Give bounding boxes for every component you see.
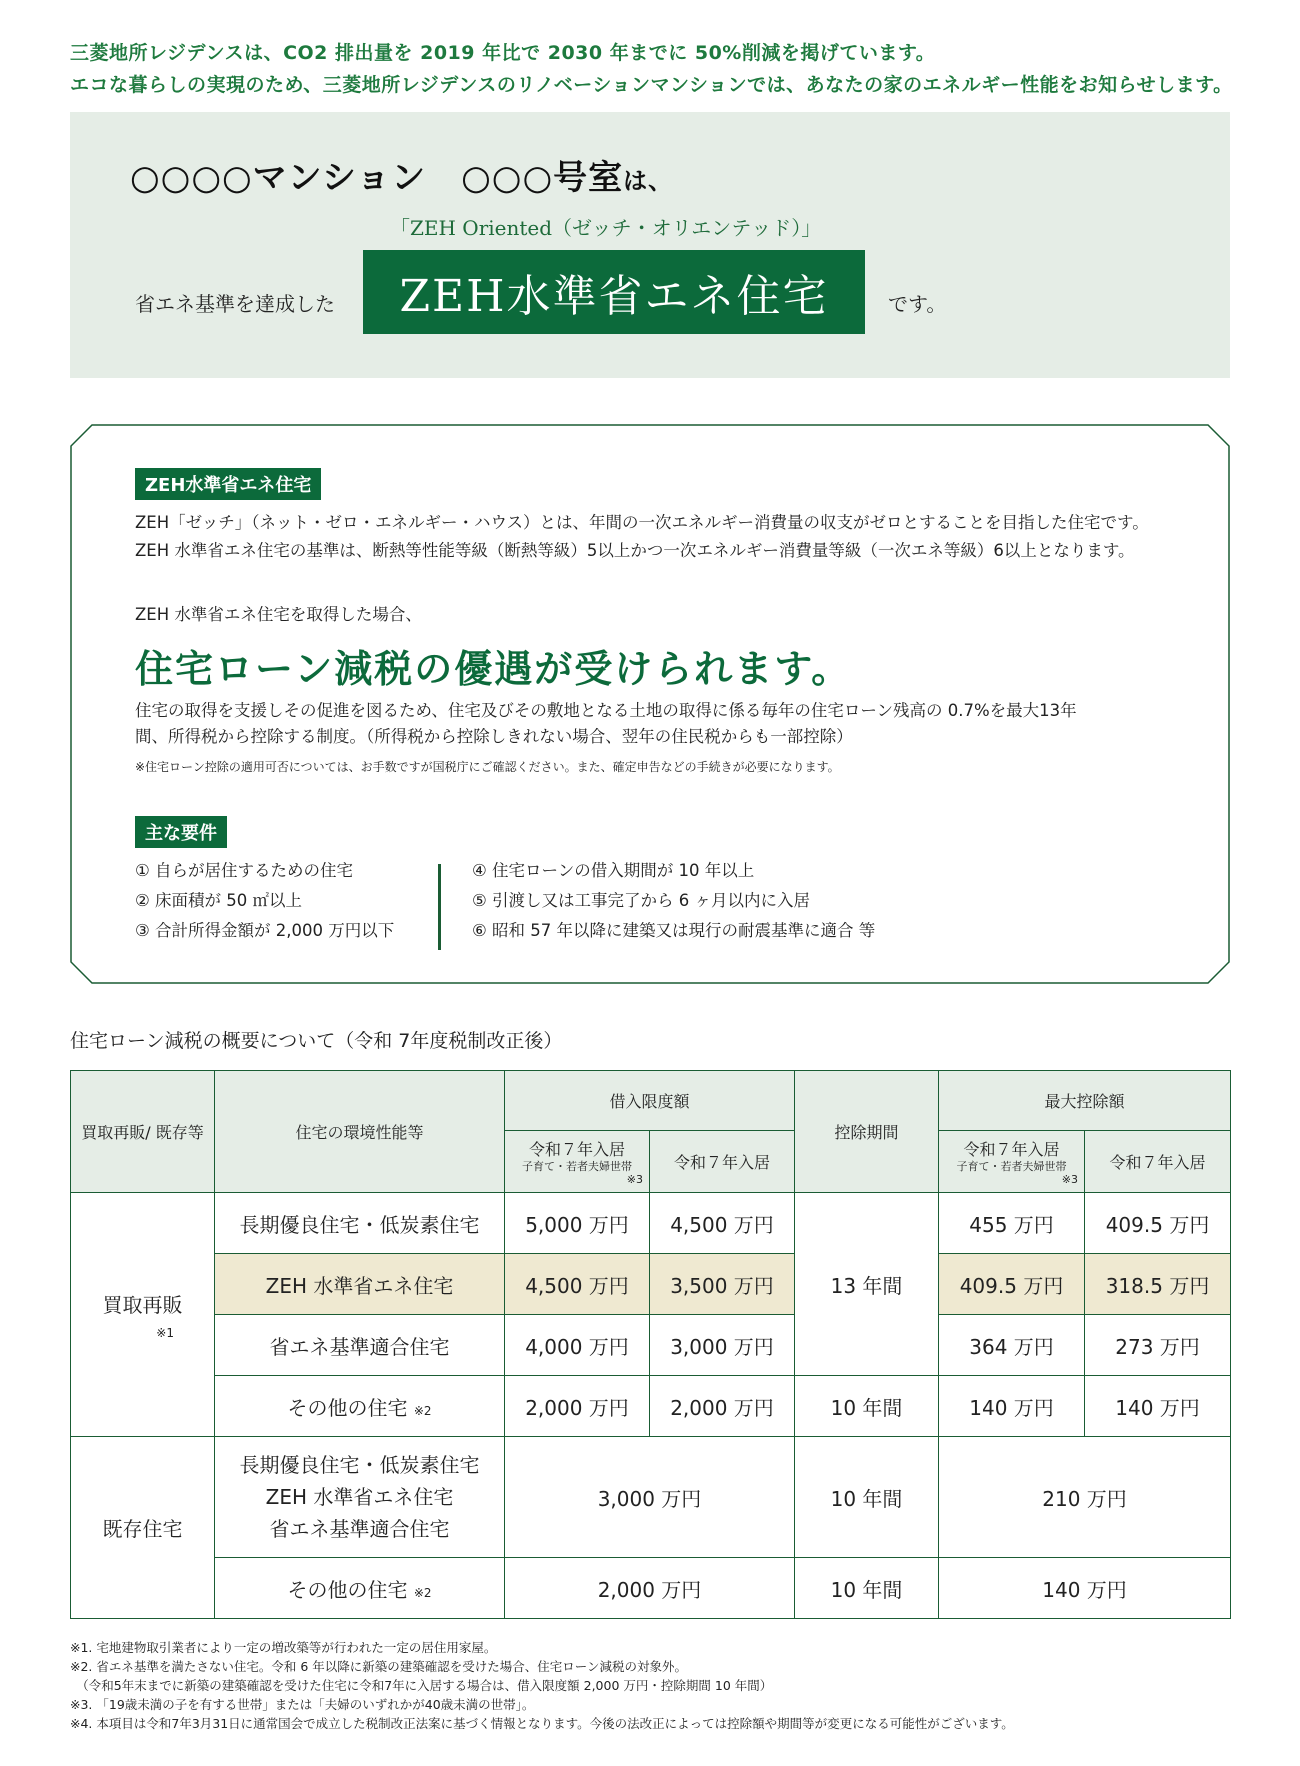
- header-child-main: 令和７年入居: [963, 1139, 1060, 1159]
- category-resale: [71, 1193, 215, 1437]
- zeh-badge: ZEH水準省エネ住宅: [363, 250, 865, 334]
- header-performance: 住宅の環境性能等: [215, 1071, 505, 1193]
- requirement-item: ② 床面積が 50 ㎡以上: [135, 891, 303, 910]
- cell-max-child: 409.5 万円: [939, 1254, 1085, 1315]
- cell-max: 140 万円: [1085, 1376, 1231, 1437]
- cell-limit-child: 2,000 万円: [505, 1376, 650, 1437]
- row-name: 長期優良住宅・低炭素住宅: [239, 1453, 480, 1477]
- category-existing: 既存住宅: [71, 1437, 215, 1619]
- cell-max: 409.5 万円: [1085, 1193, 1231, 1254]
- zeh-description-1: ZEH「ゼッチ」（ネット・ゼロ・エネルギー・ハウス）とは、年間の一次エネルギー消費量の収支がゼロとすることを目指した住宅です。: [135, 513, 1149, 532]
- row-name-group: [215, 1437, 505, 1558]
- intro-line-2: エコな暮らしの実現のため、三菱地所レジデンスのリノベーションマンションでは、あなたの家のエネルギー性能をお知らせします。: [70, 74, 1233, 96]
- requirement-item: ⑤ 引渡し又は工事完了から 6 ヶ月以内に入居: [472, 891, 811, 910]
- row-mark: ※2: [413, 1585, 432, 1600]
- footnote: （令和5年末までに新築の建築確認を受けた住宅に令和7年に入居する場合は、借入限度額 2,000 万円・控除期間 10 年間）: [70, 1678, 773, 1693]
- cell-limit-child: 5,000 万円: [505, 1193, 650, 1254]
- header-child-note: ※3: [626, 1173, 643, 1187]
- property-name-text: ○○○○マンション ○○○号室: [130, 158, 624, 198]
- header-max-child: [939, 1131, 1085, 1193]
- table-row: [71, 1437, 1231, 1558]
- header-max: 最大控除額: [939, 1071, 1231, 1131]
- cell-limit: 3,000 万円: [505, 1437, 795, 1558]
- tax-note: ※住宅ローン控除の適用可否については、お手数ですが国税庁にご確認ください。また、確定申告などの手続きが必要になります。: [135, 760, 840, 774]
- row-name: ZEH 水準省エネ住宅: [265, 1485, 454, 1509]
- row-name: その他の住宅: [287, 1395, 408, 1420]
- property-name-suffix: は、: [623, 167, 674, 195]
- table-row: [71, 1376, 1231, 1437]
- row-name-other: [215, 1558, 505, 1619]
- cell-max: 210 万円: [939, 1437, 1231, 1558]
- row-name: 省エネ基準適合住宅: [215, 1315, 505, 1376]
- header-max-normal: 令和７年入居: [1085, 1131, 1231, 1193]
- hero-lead-text: 省エネ基準を達成した: [135, 292, 335, 316]
- cell-period: 10 年間: [795, 1437, 939, 1558]
- header-child-sub: 子育て・若者夫婦世帯: [956, 1159, 1067, 1173]
- cell-period: 10 年間: [795, 1376, 939, 1437]
- header-limit: 借入限度額: [505, 1071, 795, 1131]
- requirement-item: ⑥ 昭和 57 年以降に建築又は現行の耐震基準に適合 等: [472, 921, 876, 940]
- cell-limit-child: 4,000 万円: [505, 1315, 650, 1376]
- cell-max-child: 140 万円: [939, 1376, 1085, 1437]
- cell-max-child: 364 万円: [939, 1315, 1085, 1376]
- table-row: [71, 1254, 1231, 1315]
- table-row: [71, 1558, 1231, 1619]
- row-name: 省エネ基準適合住宅: [269, 1517, 450, 1541]
- cell-limit: 2,000 万円: [650, 1376, 795, 1437]
- requirement-item: ③ 合計所得金額が 2,000 万円以下: [135, 921, 395, 940]
- footnote: ※1. 宅地建物取引業者により一定の増改築等が行われた一定の居住用家屋。: [70, 1640, 497, 1655]
- requirements-tag: 主な要件: [135, 816, 227, 848]
- cell-max: 140 万円: [939, 1558, 1231, 1619]
- row-name: その他の住宅: [287, 1577, 408, 1602]
- hero-tail-text: です。: [888, 292, 947, 316]
- row-mark: ※2: [413, 1403, 432, 1418]
- cell-max: 318.5 万円: [1085, 1254, 1231, 1315]
- hero-panel: [70, 112, 1230, 378]
- tax-benefit-headline: 住宅ローン減税の優遇が受けられます。: [135, 647, 852, 691]
- cell-period: 13 年間: [795, 1193, 939, 1376]
- header-child-sub: 子育て・若者夫婦世帯: [522, 1159, 632, 1173]
- cell-limit: 3,000 万円: [650, 1315, 795, 1376]
- footnote: ※4. 本項目は令和7年3月31日に通常国会で成立した税制改正法案に基づく情報となります。今後の法改正によっては控除額や期間等が変更になる可能性がございます。: [70, 1716, 1014, 1731]
- footnotes: [70, 1638, 1014, 1733]
- zeh-oriented-label: 「ZEH Oriented（ゼッチ・オリエンテッド）」: [390, 216, 822, 240]
- zeh-info-box: [70, 424, 1230, 984]
- zeh-tag: ZEH水準省エネ住宅: [135, 468, 321, 500]
- cell-limit: 4,500 万円: [650, 1193, 795, 1254]
- zeh-condition: ZEH 水準省エネ住宅を取得した場合、: [135, 605, 422, 624]
- tax-body-2: 間、所得税から控除する制度。（所得税から控除しきれない場合、翌年の住民税からも一部控除）: [135, 727, 853, 746]
- header-limit-normal: 令和７年入居: [650, 1131, 795, 1193]
- row-name-other: [215, 1376, 505, 1437]
- tax-body-1: 住宅の取得を支援しその促進を図るため、住宅及びその敷地となる土地の取得に係る毎年の住宅ローン残高の 0.7%を最大13年: [135, 701, 1077, 720]
- row-name: 長期優良住宅・低炭素住宅: [215, 1193, 505, 1254]
- footnote: ※3. 「19歳未満の子を有する世帯」または「夫婦のいずれかが40歳未満の世帯」。: [70, 1697, 535, 1712]
- requirement-item: ① 自らが居住するための住宅: [135, 861, 354, 880]
- intro-line-1: 三菱地所レジデンスは、CO2 排出量を 2019 年比で 2030 年までに 50%削減を掲げています。: [70, 42, 936, 64]
- category-resale-mark: ※1: [156, 1326, 174, 1340]
- cell-period: 10 年間: [795, 1558, 939, 1619]
- cell-max: 273 万円: [1085, 1315, 1231, 1376]
- footnote: ※2. 省エネ基準を満たさない住宅。令和 6 年以降に新築の建築確認を受けた場合、住宅ローン減税の対象外。: [70, 1659, 688, 1674]
- cell-max-child: 455 万円: [939, 1193, 1085, 1254]
- cell-limit: 2,000 万円: [505, 1558, 795, 1619]
- cell-limit-child: 4,500 万円: [505, 1254, 650, 1315]
- requirements-right: [472, 856, 875, 946]
- property-name: [130, 150, 673, 199]
- header-period: 控除期間: [795, 1071, 939, 1193]
- requirements-divider: [438, 864, 441, 950]
- category-resale-label: 買取再販: [102, 1293, 183, 1317]
- requirements-left: [135, 856, 394, 946]
- table-title: 住宅ローン減税の概要について（令和 7年度税制改正後）: [70, 1030, 563, 1052]
- requirement-item: ④ 住宅ローンの借入期間が 10 年以上: [472, 861, 755, 880]
- header-category: 買取再販/ 既存等: [71, 1071, 215, 1193]
- table-row: [71, 1315, 1231, 1376]
- zeh-description-2: ZEH 水準省エネ住宅の基準は、断熱等性能等級（断熱等級）5以上かつ一次エネルギー消費量等級（一次エネ等級）6以上となります。: [135, 541, 1135, 560]
- header-limit-child: [505, 1131, 650, 1193]
- table-row: [71, 1193, 1231, 1254]
- row-name: ZEH 水準省エネ住宅: [215, 1254, 505, 1315]
- header-child-note: ※3: [1061, 1173, 1079, 1187]
- cell-limit: 3,500 万円: [650, 1254, 795, 1315]
- tax-table: [70, 1070, 1231, 1619]
- header-child-main: 令和７年入居: [528, 1139, 625, 1159]
